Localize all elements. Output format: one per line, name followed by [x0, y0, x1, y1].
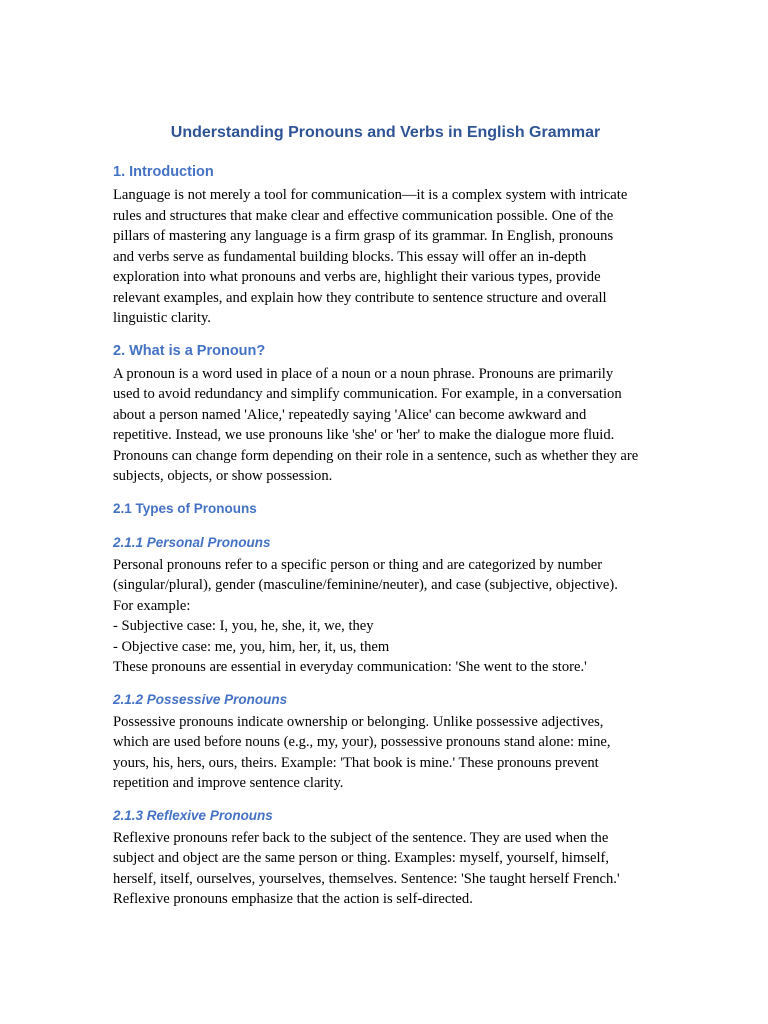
- text-line: herself, itself, ourselves, yourselves, themselves. Sentence: 'She taught herself French.': [113, 870, 620, 887]
- text-line: Possessive pronouns indicate ownership or belonging. Unlike possessive adjectives,: [113, 713, 604, 730]
- text-line: A pronoun is a word used in place of a noun or a noun phrase. Pronouns are primarily: [113, 365, 614, 382]
- text-line: subject and object are the same person or thing. Examples: myself, yourself, himself,: [113, 850, 610, 866]
- paragraph-what-is-a-pronoun: [113, 364, 658, 487]
- section-heading-introduction: 1. Introduction: [113, 164, 214, 180]
- text-line: Reflexive pronouns refer back to the subject of the sentence. They are used when the: [113, 829, 609, 846]
- text-line: exploration into what pronouns and verbs are, highlight their various types, provide: [113, 269, 601, 285]
- text-line: Pronouns can change form depending on their role in a sentence, such as whether they are: [113, 447, 639, 464]
- text-line: used to avoid redundancy and simplify communication. For example, in a conversation: [113, 386, 622, 402]
- paragraph-introduction: [113, 185, 658, 329]
- text-line: which are used before nouns (e.g., my, your), possessive pronouns stand alone: mine,: [113, 734, 611, 750]
- text-line: repetition and improve sentence clarity.: [113, 775, 344, 791]
- text-line: These pronouns are essential in everyday communication: 'She went to the store.': [113, 659, 587, 675]
- document-title: Understanding Pronouns and Verbs in English Grammar: [170, 124, 601, 141]
- subsection-heading-types-of-pronouns: 2.1 Types of Pronouns: [113, 500, 257, 516]
- text-line: about a person named 'Alice,' repeatedly saying 'Alice' can become awkward and: [113, 406, 587, 423]
- text-line: (singular/plural), gender (masculine/feminine/neuter), and case (subjective, objective).: [113, 577, 618, 593]
- text-line: linguistic clarity.: [113, 310, 211, 326]
- text-line: pillars of mastering any language is a firm grasp of its grammar. In English, pronouns: [113, 228, 614, 244]
- text-line: Reflexive pronouns emphasize that the action is self-directed.: [113, 891, 473, 907]
- text-line: subjects, objects, or show possession.: [113, 468, 333, 484]
- text-line: relevant examples, and explain how they contribute to sentence structure and overall: [113, 289, 607, 306]
- text-line: repetitive. Instead, we use pronouns like 'she' or 'her' to make the dialogue more fluid.: [113, 427, 615, 443]
- paragraph-possessive-pronouns: [113, 712, 658, 794]
- text-line: yours, his, hers, ours, theirs. Example: 'That book is mine.' These pronouns prevent: [113, 754, 599, 771]
- section-heading-what-is-a-pronoun: 2. What is a Pronoun?: [113, 342, 266, 359]
- text-line: Language is not merely a tool for communication—it is a complex system with intricate: [113, 187, 628, 203]
- text-line: rules and structures that make clear and effective communication possible. One of the: [113, 207, 614, 224]
- list-item: - Objective case: me, you, him, her, it, us, them: [113, 638, 390, 655]
- text-line: Personal pronouns refer to a specific person or thing and are categorized by number: [113, 556, 603, 573]
- subsubsection-heading-possessive-pronouns: 2.1.2 Possessive Pronouns: [113, 691, 288, 707]
- subsubsection-heading-personal-pronouns: 2.1.1 Personal Pronouns: [113, 534, 271, 550]
- list-item: - Subjective case: I, you, he, she, it, we, they: [113, 618, 374, 634]
- document-body: [113, 162, 658, 922]
- paragraph-personal-pronouns: [113, 555, 658, 678]
- subsubsection-heading-reflexive-pronouns: 2.1.3 Reflexive Pronouns: [113, 807, 273, 823]
- paragraph-reflexive-pronouns: [113, 828, 658, 910]
- text-line: For example:: [113, 597, 191, 614]
- text-line: and verbs serve as fundamental building blocks. This essay will offer an in-depth: [113, 248, 587, 265]
